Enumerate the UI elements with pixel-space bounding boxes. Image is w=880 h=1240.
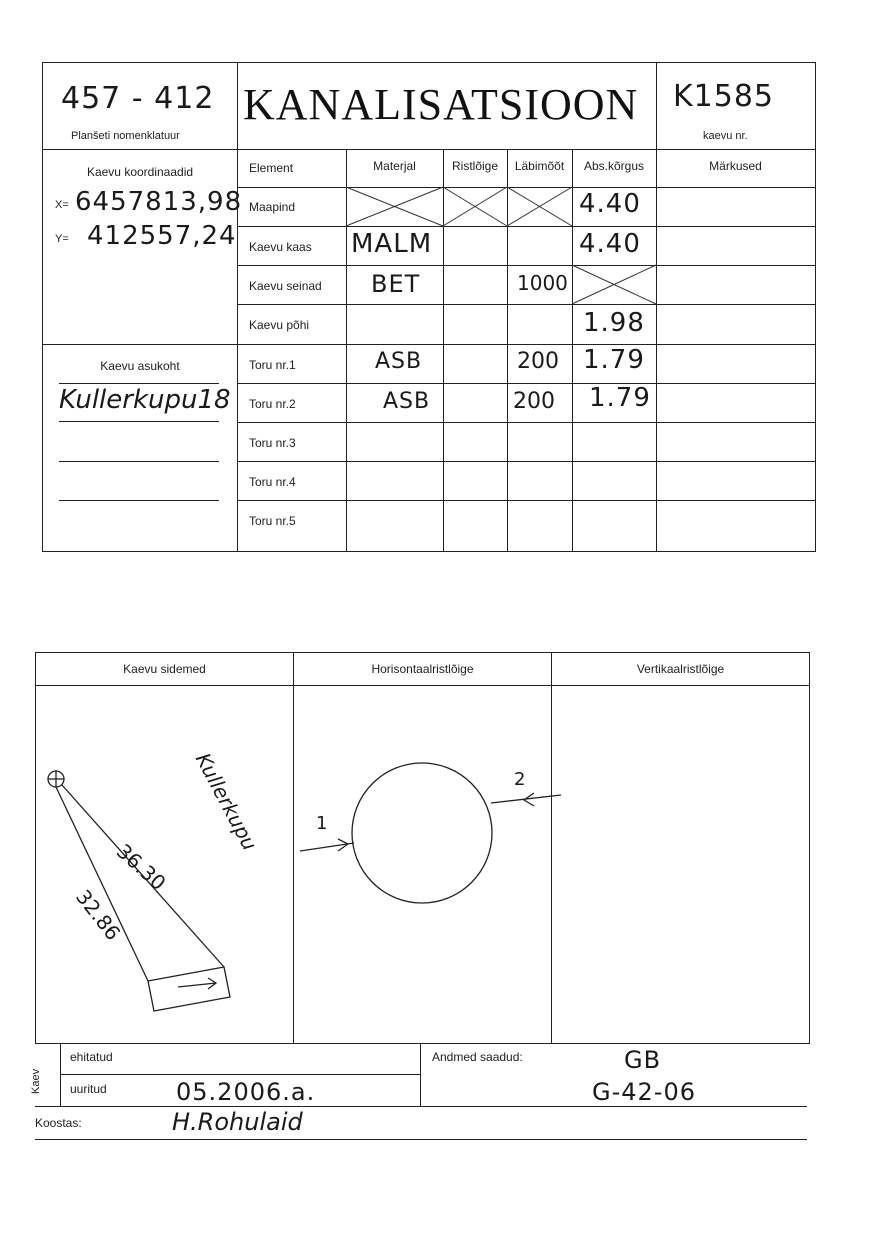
footer [0, 1044, 880, 1144]
data-source-label: Andmed saadud: [432, 1050, 523, 1064]
data-source-value: GB [624, 1046, 662, 1074]
nomenclature-value: 457 - 412 [61, 81, 215, 116]
cell-material: BET [371, 270, 421, 298]
header-notes: Märkused [709, 159, 762, 173]
row-element: Toru nr.2 [249, 397, 296, 411]
cell-height: 1.79 [589, 383, 651, 413]
row-element: Toru nr.1 [249, 358, 296, 372]
surveyed-value: 05.2006.a. [176, 1078, 316, 1106]
street-label: Kullerkupu [190, 749, 263, 855]
top-card [42, 62, 816, 552]
row-element: Toru nr.4 [249, 475, 296, 489]
well-number-value: K1585 [673, 79, 775, 114]
row-element: Kaevu kaas [249, 240, 312, 254]
compiled-label: Koostas: [35, 1116, 82, 1130]
well-number-label: kaevu nr. [703, 130, 748, 142]
nomenclature-label: Planšeti nomenklatuur [71, 130, 180, 142]
panel-title-connections: Kaevu sidemed [123, 662, 206, 676]
cell-height: 4.40 [579, 229, 641, 259]
surveyed-label: uuritud [70, 1082, 107, 1096]
row-element: Kaevu seinad [249, 279, 322, 293]
cell-height: 1.98 [583, 308, 645, 338]
cell-diameter: 200 [513, 389, 555, 414]
cell-height: 4.40 [579, 189, 641, 219]
cell-diameter: 200 [517, 349, 559, 374]
cell-material: MALM [351, 229, 433, 259]
x-prefix: X= [55, 199, 69, 211]
bottom-card [35, 652, 810, 1044]
coordinates-label: Kaevu koordinaadid [86, 165, 194, 179]
panel-title-horizontal: Horisontaalristlõige [371, 662, 474, 676]
row-element: Maapind [249, 200, 296, 214]
y-prefix: Y= [55, 233, 69, 245]
x-coordinate-value: 6457813,98 [75, 187, 243, 217]
location-label: Kaevu asukoht [100, 359, 180, 373]
header-material: Materjal [373, 159, 416, 173]
data-source-value: G-42-06 [592, 1078, 696, 1106]
crossed-cells [43, 63, 817, 553]
pipe-label: 1 [316, 813, 329, 834]
header-abs-height: Abs.kõrgus [583, 159, 645, 173]
header-diameter: Läbimõõt [514, 159, 565, 173]
pipe-label: 2 [514, 769, 527, 790]
location-value: Kullerkupu18 [59, 385, 231, 415]
cell-material: ASB [383, 389, 431, 414]
distance-label: 36.30 [111, 839, 171, 896]
distance-label: 32.86 [71, 885, 126, 945]
side-label: Kaev [30, 1068, 42, 1094]
page-title: KANALISATSIOON [243, 80, 639, 129]
compiled-value: H.Rohulaid [172, 1108, 303, 1136]
well-sketch [36, 653, 811, 1045]
header-element: Element [249, 161, 294, 175]
row-element: Toru nr.3 [249, 436, 296, 450]
cell-material: ASB [375, 349, 423, 374]
y-coordinate-value: 412557,24 [87, 221, 237, 251]
cell-diameter: 1000 [517, 271, 568, 295]
header-cross-section: Ristlõige [451, 159, 499, 173]
cell-height: 1.79 [583, 345, 645, 375]
panel-title-vertical: Vertikaalristlõige [636, 662, 725, 676]
built-label: ehitatud [70, 1050, 113, 1064]
row-element: Kaevu põhi [249, 318, 310, 332]
row-element: Toru nr.5 [249, 514, 296, 528]
